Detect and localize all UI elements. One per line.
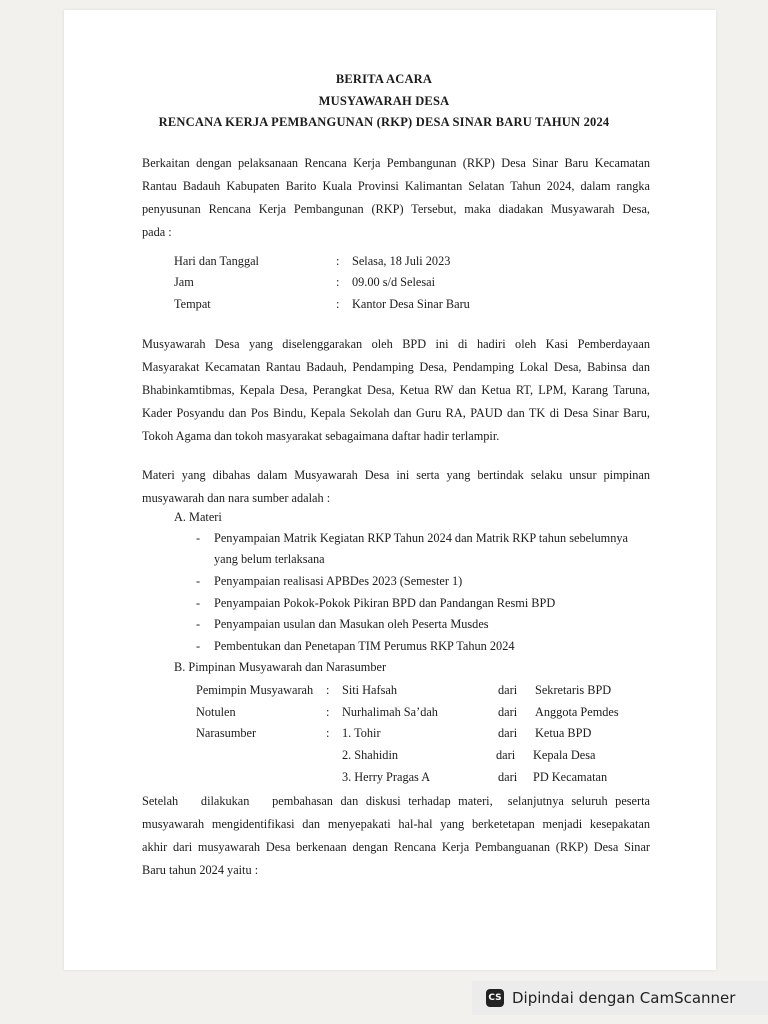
narasumber-name: 2. Shahidin (342, 748, 399, 762)
bullet-dash: - (196, 617, 201, 631)
narasumber-from: dari (498, 770, 518, 784)
notulen-name: Nurhalimah Sa’dah (342, 705, 438, 719)
attendance-line: Musyawarah Desa yang diselenggarakan oleh BPD ini di hadiri oleh Kasi Pemberdayaan (142, 337, 650, 351)
schedule-value-place: Kantor Desa Sinar Baru (352, 297, 470, 311)
intro-line: Berkaitan dengan pelaksanaan Rencana Kerja Pembangunan (RKP) Desa Sinar Baru Kecamatan (142, 156, 650, 170)
title-rkp: RENCANA KERJA PEMBANGUNAN (RKP) DESA SINAR BARU TAHUN 2024 (158, 115, 610, 129)
closing-line: musyawarah mengidentifikasi dan menyepakati hal-hal yang berketetapan menjadi kesepakatan (142, 817, 650, 831)
schedule-value-time: 09.00 s/d Selesai (352, 275, 435, 289)
leader-colon: : (326, 683, 330, 697)
leader-role: Pemimpin Musyawarah (196, 683, 314, 697)
narasumber-unit: PD Kecamatan (533, 770, 608, 784)
camscanner-logo-icon: CS (486, 989, 504, 1007)
intro-line: penyusunan Rencana Kerja Pembangunan (RKP) Tersebut, maka diadakan Musyawarah Desa, (142, 202, 650, 216)
schedule-colon: : (336, 297, 340, 311)
narasumber-from: dari (498, 726, 518, 740)
schedule-label-place: Tempat (174, 297, 211, 311)
attendance-paragraph (142, 333, 650, 448)
materi-intro-line: Materi yang dibahas dalam Musyawarah Desa ini serta yang bertindak selaku unsur pimpinan (142, 468, 650, 482)
materi-intro-paragraph (142, 464, 650, 510)
narasumber-unit: Ketua BPD (535, 726, 592, 740)
narasumber-name: 1. Tohir (342, 726, 381, 740)
bullet-dash: - (196, 596, 201, 610)
closing-line: Setelah dilakukan pembahasan dan diskusi terhadap materi, selanjutnya seluruh peserta (142, 794, 650, 808)
intro-line: pada : (142, 225, 172, 239)
notulen-from: dari (498, 705, 518, 719)
materi-item: Penyampaian Pokok-Pokok Pikiran BPD dan Pandangan Resmi BPD (214, 596, 556, 610)
materi-item: Penyampaian realisasi APBDes 2023 (Semester 1) (214, 574, 463, 588)
attendance-line: Bhabinkamtibmas, Kepala Desa, Perangkat Desa, Ketua RW dan Ketua RT, LPM, Karang Taruna, (142, 383, 650, 397)
narasumber-unit: Kepala Desa (533, 748, 596, 762)
title-berita-acara: BERITA ACARA (335, 72, 433, 86)
attendance-line: Tokoh Agama dan tokoh masyarakat sebagaimana daftar hadir terlampir. (142, 429, 500, 443)
materi-item-continued: yang belum terlaksana (214, 552, 325, 566)
intro-paragraph (142, 152, 650, 244)
schedule-colon: : (336, 275, 340, 289)
notulen-role: Notulen (196, 705, 236, 719)
closing-line: Baru tahun 2024 yaitu : (142, 863, 259, 877)
narasumber-name: 3. Herry Pragas A (342, 770, 431, 784)
materi-item: Penyampaian usulan dan Masukan oleh Peserta Musdes (214, 617, 489, 631)
attendance-line: Masyarakat Kecamatan Rantau Badauh, Pendamping Desa, Pendamping Lokal Desa, Babinsa dan (142, 360, 650, 374)
leader-from: dari (498, 683, 518, 697)
notulen-colon: : (326, 705, 330, 719)
section-b-heading: B. Pimpinan Musyawarah dan Narasumber (174, 660, 387, 674)
materi-intro-line: musyawarah dan nara sumber adalah : (142, 491, 331, 505)
materi-item: Penyampaian Matrik Kegiatan RKP Tahun 2024 dan Matrik RKP tahun sebelumnya (214, 531, 628, 545)
schedule-colon: : (336, 254, 340, 268)
narasumber-colon: : (326, 726, 330, 740)
leader-name: Siti Hafsah (342, 683, 397, 697)
closing-paragraph (142, 790, 650, 882)
title-musyawarah-desa: MUSYAWARAH DESA (318, 94, 450, 108)
materi-item: Pembentukan dan Penetapan TIM Perumus RKP Tahun 2024 (214, 639, 515, 653)
schedule-label-date: Hari dan Tanggal (174, 254, 259, 268)
schedule-value-date: Selasa, 18 Juli 2023 (352, 254, 451, 268)
leader-unit: Sekretaris BPD (535, 683, 612, 697)
notulen-unit: Anggota Pemdes (535, 705, 619, 719)
bullet-dash: - (196, 639, 201, 653)
bullet-dash: - (196, 574, 201, 588)
camscanner-badge (472, 981, 768, 1015)
attendance-line: Kader Posyandu dan Pos Bindu, Kepala Sekolah dan Guru RA, PAUD dan TK di Desa Sinar Baru, (142, 406, 650, 420)
narasumber-role: Narasumber (196, 726, 257, 740)
camscanner-label: Dipindai dengan CamScanner (512, 989, 736, 1007)
bullet-dash: - (196, 531, 201, 545)
closing-line: akhir dari musyawarah Desa berkenaan dengan Rencana Kerja Pembanguanan (RKP) Desa Sinar (142, 840, 650, 854)
schedule-label-time: Jam (174, 275, 194, 289)
intro-line: Rantau Badauh Kabupaten Barito Kuala Provinsi Kalimantan Selatan Tahun 2024, dalam rangka (142, 179, 650, 193)
narasumber-from: dari (496, 748, 516, 762)
section-a-heading: A. Materi (174, 510, 222, 524)
